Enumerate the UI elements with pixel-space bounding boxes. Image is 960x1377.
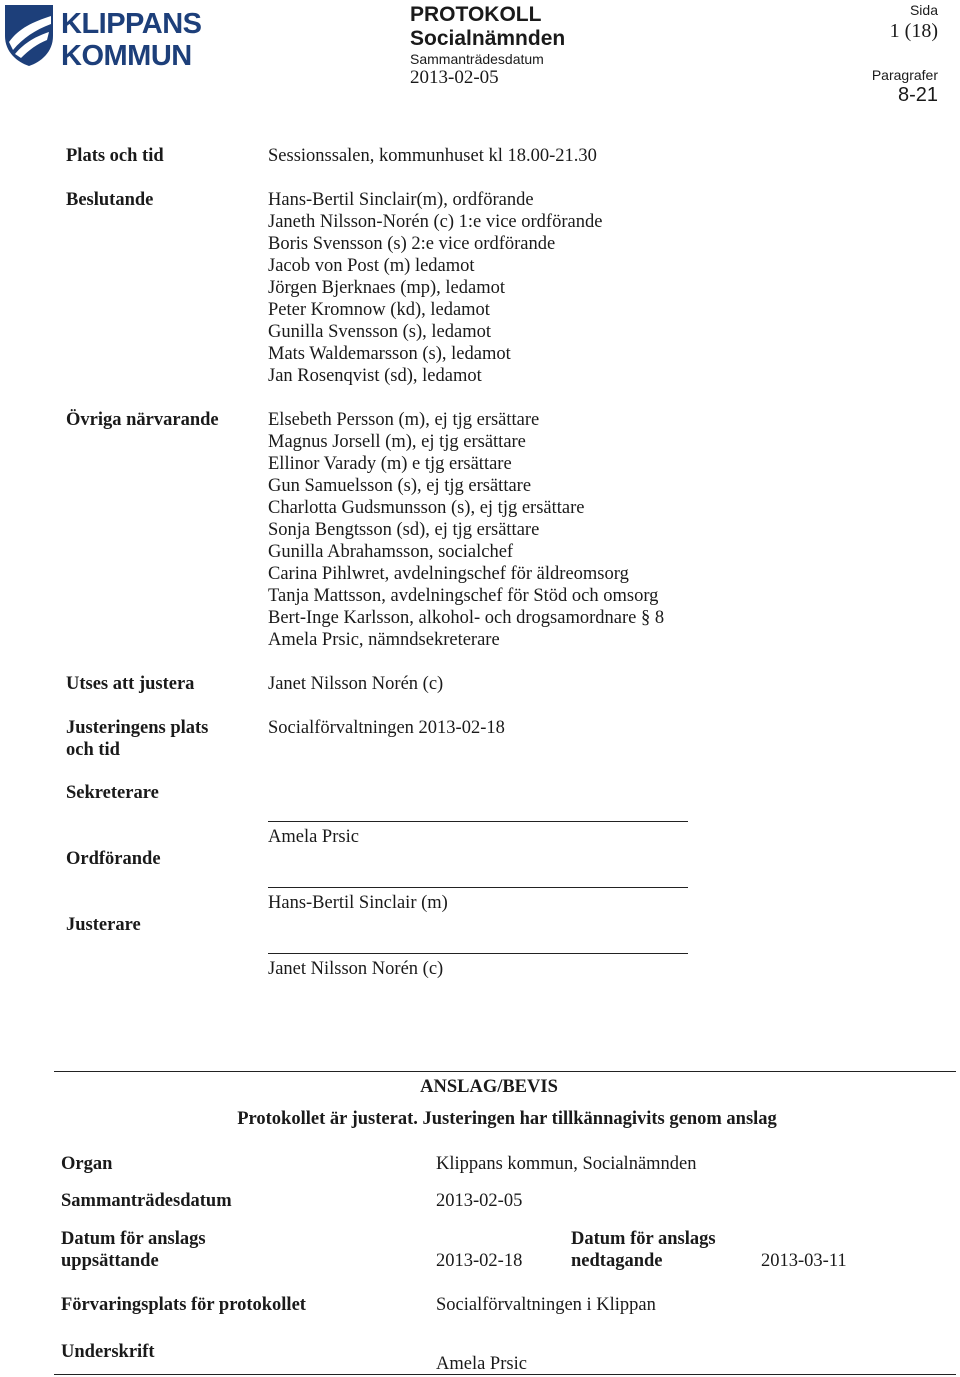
list-item: Bert-Inge Karlsson, alkohol- och drogsamordnare § 8 xyxy=(268,608,665,628)
anslag-posted-value: 2013-02-18 xyxy=(436,1251,523,1271)
list-item: Mats Waldemarsson (s), ledamot xyxy=(268,344,511,364)
chair-label: Ordförande xyxy=(66,849,161,869)
anslag-posted-label-line: Datum för anslags xyxy=(61,1229,206,1249)
anslag-meeting-date-value: 2013-02-05 xyxy=(436,1191,523,1211)
deciding-list xyxy=(268,189,868,387)
list-item: Elsebeth Persson (m), ej tjg ersättare xyxy=(268,410,540,430)
others-list xyxy=(268,409,868,651)
list-item: Carina Pihlwret, avdelningschef för äldreomsorg xyxy=(268,564,629,584)
list-item: Gunilla Svensson (s), ledamot xyxy=(268,322,492,342)
anslag-storage-label: Förvaringsplats för protokollet xyxy=(61,1295,306,1315)
doc-type: PROTOKOLL xyxy=(410,3,542,26)
list-item: Gunilla Abrahamsson, socialchef xyxy=(268,542,514,562)
list-item: Peter Kromnow (kd), ledamot xyxy=(268,300,490,320)
adjust-place-label-line: och tid xyxy=(66,740,120,760)
klippan-logo xyxy=(3,2,213,68)
page-number: 1 (18) xyxy=(889,20,938,42)
list-item: Tanja Mattsson, avdelningschef för Stöd och omsorg xyxy=(268,586,659,606)
anslag-subtitle: Protokollet är justerat. Justeringen har tillkännagivits genom anslag xyxy=(237,1109,777,1129)
others-label: Övriga närvarande xyxy=(66,410,219,430)
paragraphs-value: 8-21 xyxy=(897,84,938,106)
anslag-posted-label xyxy=(61,1228,206,1272)
place-value: Sessionssalen, kommunhuset kl 18.00-21.30 xyxy=(268,146,597,166)
adjuster-value: Janet Nilsson Norén (c) xyxy=(268,674,444,694)
anslag-meeting-date-label: Sammanträdesdatum xyxy=(61,1191,232,1211)
adjuster-sign-label: Justerare xyxy=(66,915,141,935)
anslag-signature-label: Underskrift xyxy=(61,1342,155,1362)
meeting-date: 2013-02-05 xyxy=(410,67,499,88)
anslag-bottom-rule xyxy=(54,1374,956,1375)
anslag-top-rule xyxy=(54,1071,956,1072)
logo-line-2: KOMMUN xyxy=(61,40,192,68)
page-label: Sida xyxy=(909,2,938,18)
list-item: Boris Svensson (s) 2:e vice ordförande xyxy=(268,234,556,254)
adjust-place-value: Socialförvaltningen 2013-02-18 xyxy=(268,718,505,738)
anslag-removed-label xyxy=(571,1228,716,1272)
coat-of-arms-icon xyxy=(5,5,53,66)
list-item: Jacob von Post (m) ledamot xyxy=(268,256,475,276)
list-item: Gun Samuelsson (s), ej tjg ersättare xyxy=(268,476,532,496)
list-item: Jörgen Bjerknaes (mp), ledamot xyxy=(268,278,506,298)
anslag-title: ANSLAG/BEVIS xyxy=(420,1077,558,1097)
anslag-removed-label-line: Datum för anslags xyxy=(571,1229,716,1249)
adjust-place-label xyxy=(66,717,256,761)
list-item: Magnus Jorsell (m), ej tjg ersättare xyxy=(268,432,526,452)
secretary-name: Amela Prsic xyxy=(268,827,359,847)
organ-title: Socialnämnden xyxy=(410,27,566,50)
anslag-removed-value: 2013-03-11 xyxy=(761,1251,847,1271)
adjust-place-label-line: Justeringens plats xyxy=(66,718,209,738)
anslag-posted-label-line: uppsättande xyxy=(61,1251,159,1271)
anslag-signature-value: Amela Prsic xyxy=(436,1354,527,1374)
list-item: Amela Prsic, nämndsekreterare xyxy=(268,630,500,650)
signature-line-adjuster xyxy=(268,953,688,954)
chair-name: Hans-Bertil Sinclair (m) xyxy=(268,893,448,913)
list-item: Hans-Bertil Sinclair(m), ordförande xyxy=(268,190,534,210)
anslag-organ-value: Klippans kommun, Socialnämnden xyxy=(436,1154,697,1174)
secretary-label: Sekreterare xyxy=(66,783,159,803)
list-item: Ellinor Varady (m) e tjg ersättare xyxy=(268,454,512,474)
list-item: Jan Rosenqvist (sd), ledamot xyxy=(268,366,482,386)
adjuster-label: Utses att justera xyxy=(66,674,195,694)
place-label: Plats och tid xyxy=(66,146,164,166)
paragraphs-label: Paragrafer xyxy=(871,67,938,83)
signature-line-chair xyxy=(268,887,688,888)
anslag-organ-label: Organ xyxy=(61,1154,113,1174)
list-item: Sonja Bengtsson (sd), ej tjg ersättare xyxy=(268,520,540,540)
anslag-removed-label-line: nedtagande xyxy=(571,1251,663,1271)
list-item: Janeth Nilsson-Norén (c) 1:e vice ordförande xyxy=(268,212,603,232)
signature-line-secretary xyxy=(268,821,688,822)
logo-line-1: KLIPPANS xyxy=(61,8,202,40)
deciding-label: Beslutande xyxy=(66,190,154,210)
adjuster-name: Janet Nilsson Norén (c) xyxy=(268,959,444,979)
meeting-date-label: Sammanträdesdatum xyxy=(410,51,544,67)
list-item: Charlotta Gudsmunsson (s), ej tjg ersättare xyxy=(268,498,585,518)
anslag-storage-value: Socialförvaltningen i Klippan xyxy=(436,1295,656,1315)
